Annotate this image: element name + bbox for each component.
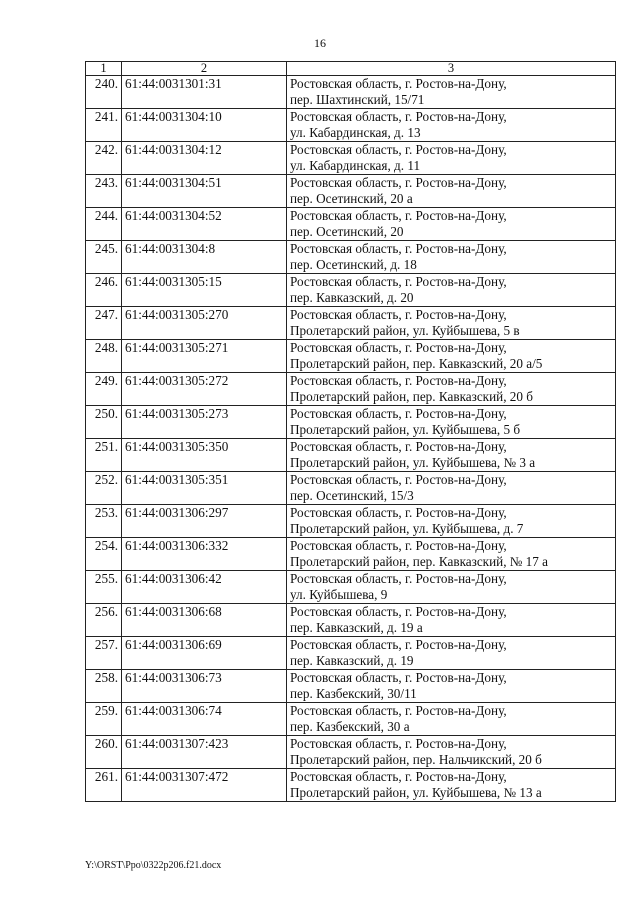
address-cell — [287, 373, 616, 406]
address-line-2: Пролетарский район, ул. Куйбышева, 5 в — [290, 323, 520, 338]
address-line-2: пер. Казбекский, 30/11 — [290, 686, 417, 701]
address-cell — [287, 604, 616, 637]
cadastral-number: 61:44:0031304:52 — [122, 208, 287, 241]
address-cell — [287, 736, 616, 769]
address-line-2: Пролетарский район, пер. Кавказский, 20 б — [290, 389, 533, 404]
table-row — [86, 307, 616, 340]
table-row — [86, 340, 616, 373]
table-body — [86, 76, 616, 802]
table-row — [86, 241, 616, 274]
table-row — [86, 505, 616, 538]
table-row — [86, 109, 616, 142]
address-cell — [287, 142, 616, 175]
row-number: 259. — [86, 703, 122, 736]
address-line-2: Пролетарский район, пер. Кавказский, 20 а/5 — [290, 356, 543, 371]
cadastral-number: 61:44:0031305:270 — [122, 307, 287, 340]
address-line-1: Ростовская область, г. Ростов-на-Дону, — [290, 274, 507, 289]
row-number: 251. — [86, 439, 122, 472]
cadastral-number: 61:44:0031306:69 — [122, 637, 287, 670]
cadastral-number: 61:44:0031305:350 — [122, 439, 287, 472]
row-number: 254. — [86, 538, 122, 571]
cadastral-number: 61:44:0031304:10 — [122, 109, 287, 142]
address-line-1: Ростовская область, г. Ростов-на-Дону, — [290, 109, 507, 124]
address-line-1: Ростовская область, г. Ростов-на-Дону, — [290, 736, 507, 751]
address-cell — [287, 241, 616, 274]
table-row — [86, 736, 616, 769]
cadastral-number: 61:44:0031306:332 — [122, 538, 287, 571]
row-number: 246. — [86, 274, 122, 307]
address-line-2: ул. Кабардинская, д. 13 — [290, 125, 421, 140]
address-line-2: Пролетарский район, ул. Куйбышева, д. 7 — [290, 521, 524, 536]
address-line-2: пер. Кавказский, д. 19 — [290, 653, 414, 668]
table-row — [86, 670, 616, 703]
address-cell — [287, 208, 616, 241]
address-cell — [287, 472, 616, 505]
address-line-1: Ростовская область, г. Ростов-на-Дону, — [290, 76, 507, 91]
cadastral-number: 61:44:0031306:74 — [122, 703, 287, 736]
row-number: 258. — [86, 670, 122, 703]
row-number: 242. — [86, 142, 122, 175]
address-line-1: Ростовская область, г. Ростов-на-Дону, — [290, 769, 507, 784]
table-row — [86, 538, 616, 571]
address-cell — [287, 538, 616, 571]
address-line-2: пер. Осетинский, д. 18 — [290, 257, 417, 272]
page-number: 16 — [314, 36, 326, 50]
address-cell — [287, 670, 616, 703]
address-line-1: Ростовская область, г. Ростов-на-Дону, — [290, 505, 507, 520]
address-cell — [287, 703, 616, 736]
cadastral-number: 61:44:0031305:351 — [122, 472, 287, 505]
address-line-1: Ростовская область, г. Ростов-на-Дону, — [290, 340, 507, 355]
address-line-2: пер. Казбекский, 30 а — [290, 719, 410, 734]
address-line-2: пер. Кавказский, д. 20 — [290, 290, 414, 305]
table-row — [86, 472, 616, 505]
table-row — [86, 175, 616, 208]
address-line-2: ул. Куйбышева, 9 — [290, 587, 388, 602]
row-number: 261. — [86, 769, 122, 802]
row-number: 245. — [86, 241, 122, 274]
table-row — [86, 769, 616, 802]
address-line-1: Ростовская область, г. Ростов-на-Дону, — [290, 472, 507, 487]
row-number: 240. — [86, 76, 122, 109]
address-line-2: пер. Шахтинский, 15/71 — [290, 92, 425, 107]
address-cell — [287, 571, 616, 604]
row-number: 248. — [86, 340, 122, 373]
column-header-number: 1 — [86, 62, 122, 76]
row-number: 252. — [86, 472, 122, 505]
address-line-2: пер. Осетинский, 20 — [290, 224, 404, 239]
registry-table — [85, 61, 616, 802]
row-number: 257. — [86, 637, 122, 670]
row-number: 260. — [86, 736, 122, 769]
cadastral-number: 61:44:0031306:297 — [122, 505, 287, 538]
cadastral-number: 61:44:0031305:271 — [122, 340, 287, 373]
address-line-1: Ростовская область, г. Ростов-на-Дону, — [290, 637, 507, 652]
address-line-1: Ростовская область, г. Ростов-на-Дону, — [290, 373, 507, 388]
address-cell — [287, 109, 616, 142]
address-cell — [287, 769, 616, 802]
table-row — [86, 406, 616, 439]
row-number: 247. — [86, 307, 122, 340]
column-header-address: 3 — [287, 62, 616, 76]
cadastral-number: 61:44:0031307:472 — [122, 769, 287, 802]
address-line-1: Ростовская область, г. Ростов-на-Дону, — [290, 604, 507, 619]
address-cell — [287, 274, 616, 307]
cadastral-number: 61:44:0031304:8 — [122, 241, 287, 274]
row-number: 243. — [86, 175, 122, 208]
address-cell — [287, 307, 616, 340]
address-line-2: Пролетарский район, пер. Нальчикский, 20 б — [290, 752, 542, 767]
file-path-footer: Y:\ORST\Ppo\0322p206.f21.docx — [85, 860, 222, 871]
table-header-row — [86, 62, 616, 76]
row-number: 250. — [86, 406, 122, 439]
address-line-1: Ростовская область, г. Ростов-на-Дону, — [290, 670, 507, 685]
address-cell — [287, 505, 616, 538]
table-row — [86, 274, 616, 307]
address-line-2: ул. Кабардинская, д. 11 — [290, 158, 421, 173]
cadastral-number: 61:44:0031307:423 — [122, 736, 287, 769]
column-header-cadastral: 2 — [122, 62, 287, 76]
cadastral-number: 61:44:0031306:42 — [122, 571, 287, 604]
table-row — [86, 439, 616, 472]
cadastral-number: 61:44:0031305:15 — [122, 274, 287, 307]
address-line-2: Пролетарский район, ул. Куйбышева, 5 б — [290, 422, 521, 437]
row-number: 253. — [86, 505, 122, 538]
address-cell — [287, 76, 616, 109]
address-line-2: Пролетарский район, ул. Куйбышева, № 3 а — [290, 455, 536, 470]
cadastral-number: 61:44:0031305:272 — [122, 373, 287, 406]
address-line-1: Ростовская область, г. Ростов-на-Дону, — [290, 241, 507, 256]
cadastral-number: 61:44:0031306:68 — [122, 604, 287, 637]
address-line-1: Ростовская область, г. Ростов-на-Дону, — [290, 307, 507, 322]
row-number: 244. — [86, 208, 122, 241]
address-line-1: Ростовская область, г. Ростов-на-Дону, — [290, 571, 507, 586]
table-row — [86, 142, 616, 175]
address-line-1: Ростовская область, г. Ростов-на-Дону, — [290, 439, 507, 454]
row-number: 241. — [86, 109, 122, 142]
cadastral-number: 61:44:0031306:73 — [122, 670, 287, 703]
table-row — [86, 571, 616, 604]
cadastral-number: 61:44:0031304:12 — [122, 142, 287, 175]
row-number: 255. — [86, 571, 122, 604]
address-cell — [287, 406, 616, 439]
address-cell — [287, 175, 616, 208]
table-row — [86, 637, 616, 670]
address-line-1: Ростовская область, г. Ростов-на-Дону, — [290, 208, 507, 223]
address-line-1: Ростовская область, г. Ростов-на-Дону, — [290, 406, 507, 421]
table-row — [86, 604, 616, 637]
table-row — [86, 208, 616, 241]
address-line-1: Ростовская область, г. Ростов-на-Дону, — [290, 703, 507, 718]
address-cell — [287, 439, 616, 472]
table-row — [86, 373, 616, 406]
row-number: 256. — [86, 604, 122, 637]
address-line-2: Пролетарский район, ул. Куйбышева, № 13 а — [290, 785, 542, 800]
address-line-2: пер. Осетинский, 20 а — [290, 191, 413, 206]
address-line-1: Ростовская область, г. Ростов-на-Дону, — [290, 142, 507, 157]
row-number: 249. — [86, 373, 122, 406]
address-line-2: Пролетарский район, пер. Кавказский, № 17 а — [290, 554, 549, 569]
address-line-1: Ростовская область, г. Ростов-на-Дону, — [290, 175, 507, 190]
address-cell — [287, 637, 616, 670]
address-line-2: пер. Кавказский, д. 19 а — [290, 620, 423, 635]
address-cell — [287, 340, 616, 373]
cadastral-number: 61:44:0031305:273 — [122, 406, 287, 439]
address-line-2: пер. Осетинский, 15/3 — [290, 488, 414, 503]
cadastral-number: 61:44:0031304:51 — [122, 175, 287, 208]
address-line-1: Ростовская область, г. Ростов-на-Дону, — [290, 538, 507, 553]
table-row — [86, 76, 616, 109]
cadastral-number: 61:44:0031301:31 — [122, 76, 287, 109]
table-row — [86, 703, 616, 736]
